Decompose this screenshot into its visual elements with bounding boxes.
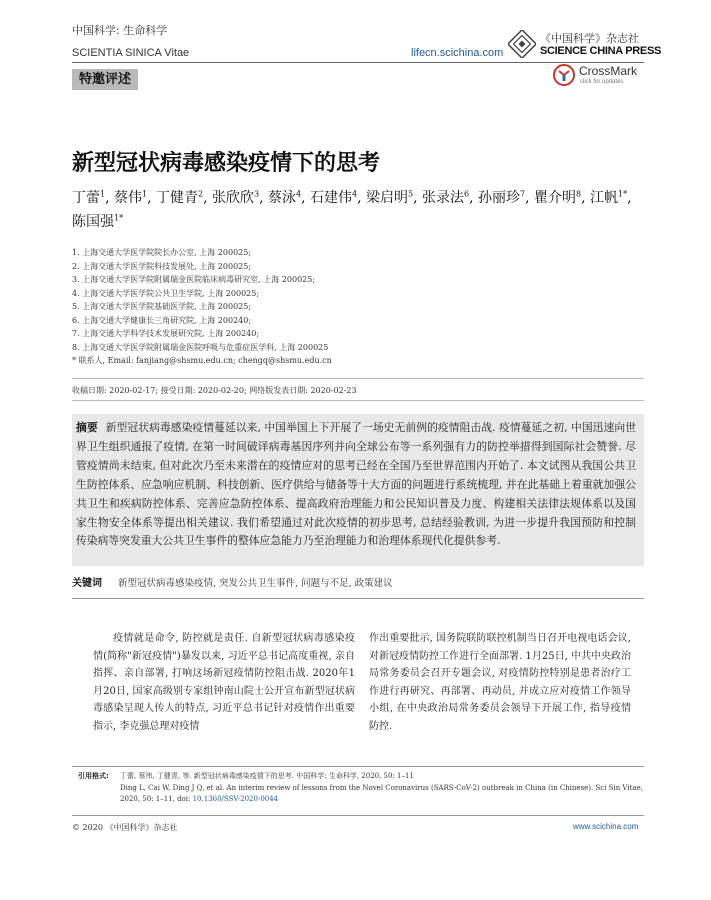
crossmark-button[interactable]	[553, 64, 645, 90]
author-name: 孙丽珍	[478, 190, 520, 206]
doi-link[interactable]: 10.1360/SSV-2020-0044	[192, 795, 279, 803]
science-china-press-logo-icon	[508, 30, 536, 58]
citation-bottom-divider	[72, 815, 644, 816]
author-affiliation-marker: 8	[576, 189, 582, 199]
body-paragraph: 疫情就是命令, 防控就是责任. 自新型冠状病毒感染疫情(简称"新冠疫情")暴发以来, 习近平总书记高度重视, 亲自指挥、亲自部署, 打响这场新冠疫情防控阻击战. 2020年1月20日, 国家高级别专家组钟南山院士公开宣布新型冠状病毒感染呈现人传人的特点, 习近平总书记针对疫情作出重要指示, 李克强总理对疫情	[93, 633, 355, 732]
affiliation-item: 5. 上海交通大学医学院基础医学院, 上海 200025;	[72, 302, 252, 311]
author-affiliation-marker: 2	[198, 189, 204, 199]
body-paragraph: 作出重要批示, 国务院联防联控机制当日召开电视电话会议, 对新冠疫情防控工作进行全面部署. 1月25日, 中共中央政治局常务委员会召开专题会议, 对疫情防控特别是患者治疗工作进行再研究、再部署、再动员, 并成立应对疫情工作领导小组, 在中央政治局常务委员会领导下开展工作, 指导疫情防控.	[369, 633, 631, 732]
author-name: 张录法	[422, 190, 464, 206]
abstract	[76, 419, 636, 551]
author-affiliation-marker: 4	[296, 189, 302, 199]
author-name: 石建伟	[310, 190, 352, 206]
author-name: 瞿介明	[534, 190, 576, 206]
article-dates: 收稿日期: 2020-02-17; 接受日期: 2020-02-20; 网络版发表日期: 2020-02-23	[72, 386, 357, 395]
affiliation-item: 4. 上海交通大学医学院公共卫生学院, 上海 200025;	[72, 288, 260, 298]
author-name: 丁蕾	[72, 190, 100, 206]
body-column-left	[93, 630, 355, 736]
keywords-text: 新型冠状病毒感染疫情, 突发公共卫生事件, 问题与不足, 政策建议	[118, 578, 393, 589]
article-title: 新型冠状病毒感染疫情下的思考	[72, 151, 381, 176]
article-type-badge: 特邀评述	[72, 69, 138, 90]
author-name: 丁健青	[156, 190, 198, 206]
keywords-divider	[72, 598, 644, 599]
journal-name-cn: 中国科学: 生命科学	[72, 24, 168, 37]
author-affiliation-marker: 4	[352, 189, 358, 199]
author-affiliation-marker: 3	[254, 189, 260, 199]
publisher-name-en: SCIENCE CHINA PRESS	[540, 45, 662, 57]
author-name: 江帆	[590, 190, 618, 206]
affiliation-item: 8. 上海交通大学医学院附属瑞金医院呼吸与危重症医学科, 上海 200025	[72, 342, 329, 352]
author-affiliation-marker: 5	[408, 189, 414, 199]
citation-volume: 2020, 50: 1–11, doi:	[120, 795, 191, 803]
copyright: © 2020 《中国科学》杂志社	[72, 823, 178, 832]
author-name: 梁启明	[366, 190, 408, 206]
footer-link[interactable]: www.scichina.com	[573, 822, 639, 831]
author-name: 蔡泳	[268, 190, 296, 206]
body-column-right	[369, 630, 631, 736]
journal-name-en: SCIENTIA SINICA Vitae	[72, 47, 190, 59]
author-affiliation-marker: 1*	[114, 213, 124, 223]
author-affiliation-marker: 7	[520, 189, 526, 199]
crossmark-icon	[553, 64, 575, 86]
author-affiliation-marker: 1	[142, 189, 148, 199]
citation-text	[120, 771, 643, 806]
author-affiliation-marker: 1*	[618, 189, 628, 199]
author-name: 陈国强	[72, 214, 114, 230]
journal-site-link[interactable]: lifecn.scichina.com	[411, 47, 504, 59]
citation-line-en: Ding L, Cai W, Ding J Q, et al. An interim review of lessons from the Novel Coronavirus (SARS-CoV-2) outbreak in China (in Chinese). Sci Sin Vitae,	[120, 783, 643, 792]
keywords	[72, 574, 644, 589]
abstract-text: 新型冠状病毒感染疫情蔓延以来, 中国举国上下开展了一场史无前例的疫情阻击战. 疫情蔓延之初, 中国迅速向世界卫生组织通报了疫情, 在第一时间破译病毒基因序列并向全球公布等一系列强有力的防控举措得到国际社会赞誉. 尽管疫情尚未结束, 但对此次乃至未来潜在的疫情应对的思考已经在全国乃至世界范围内开始了. 本文试图从我国公共卫生防控体系、应急响应机制、科技创新、医疗供给与储备等十大方面的问题进行系统梳理, 并在此基础上着重就加强公共卫生和疾病防控体系、完善应急防控体系、提高政府治理能力和公民知识普及力度、构建相关法律法规体系以及国家生物安全体系等提出相关建议. 我们希望通过对此次疫情的初步思考, 总结经验教训, 为进一步提升我国预防和控制传染病等突发重大公共卫生事件的整体应急能力乃至治理能力和治理体系现代化提供参考.	[76, 421, 636, 548]
citation-label: 引用格式:	[78, 772, 109, 780]
header-divider	[72, 62, 644, 63]
dates-bottom-divider	[72, 400, 644, 401]
author-affiliation-marker: 1	[100, 189, 106, 199]
contact-email: * 联系人, Email: fanjiang@shsmu.edu.cn; chengq@shsmu.edu.cn	[72, 356, 332, 365]
author-affiliation-marker: 6	[464, 189, 470, 199]
citation-line-cn: 丁蕾, 蔡伟, 丁健青, 等. 新型冠状病毒感染疫情下的思考. 中国科学: 生命科学, 2020, 50: 1–11	[120, 772, 414, 780]
citation-line-en-2	[120, 794, 638, 806]
affiliation-item: 6. 上海交通大学健康长三角研究院, 上海 200240;	[72, 315, 252, 325]
crossmark-subtitle: click for updates	[580, 79, 624, 85]
author-list: 丁蕾$^1$, 蔡伟$^1$, 丁健青$^2$, 张欣欣$^3$, 蔡泳$^4$, 石建伟$^4$, 梁启明$^5$, 张录法$^6$, 孙丽珍$^7$, 瞿介明$^8$, 江帆$^{1*}$, 陈国强$^{1*}$	[72, 189, 632, 230]
dates-top-divider	[72, 378, 644, 379]
affiliation-item: 2. 上海交通大学医学院科技发展处, 上海 200025;	[72, 261, 252, 271]
affiliation-list	[72, 246, 632, 368]
author-name: 蔡伟	[114, 190, 142, 206]
affiliation-item: 3. 上海交通大学医学院附属瑞金医院临床病毒研究室, 上海 200025;	[72, 275, 316, 284]
crossmark-title: CrossMark	[579, 64, 638, 78]
publisher-name-cn: 《中国科学》杂志社	[540, 32, 639, 45]
keywords-label: 关键词	[72, 578, 102, 589]
affiliation-item: 1. 上海交通大学医学院院长办公室, 上海 200025;	[72, 248, 252, 257]
author-name: 张欣欣	[212, 190, 254, 206]
citation-top-divider	[72, 766, 644, 767]
abstract-label: 摘要	[76, 421, 98, 434]
affiliation-item: 7. 上海交通大学科学技术发展研究院, 上海 200240;	[72, 329, 260, 338]
